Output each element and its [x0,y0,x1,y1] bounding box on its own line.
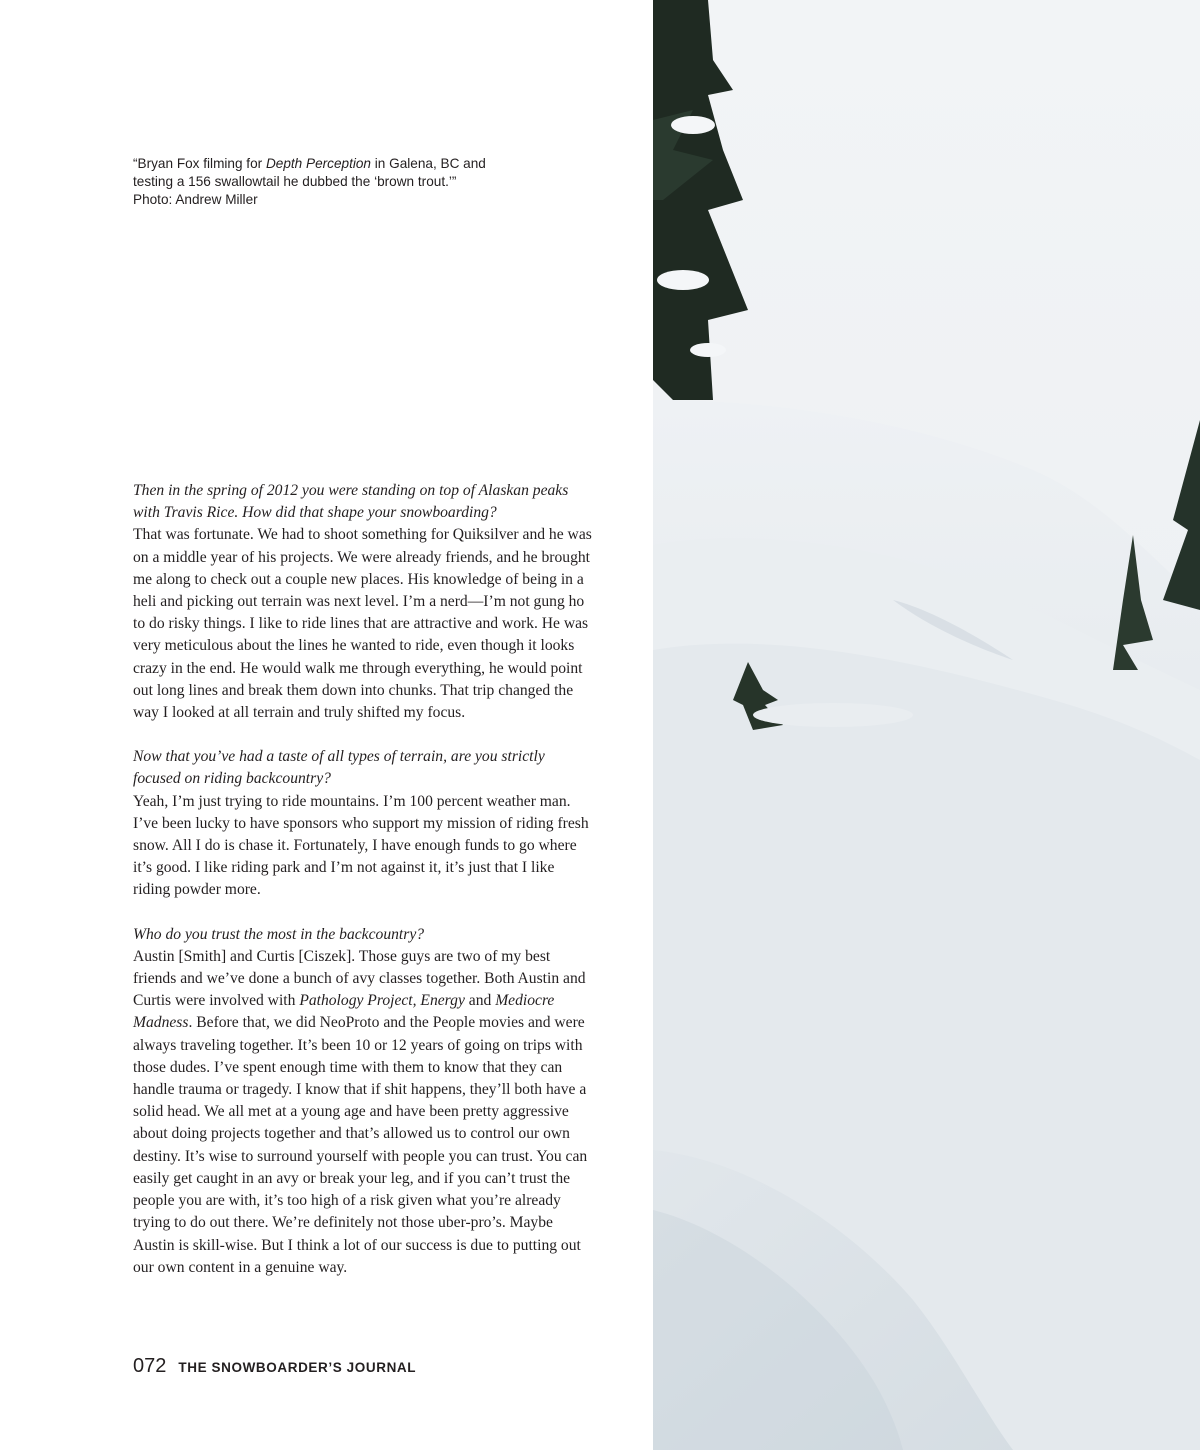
page-number: 072 [133,1355,167,1377]
question-2: Now that you’ve had a taste of all types of terrain, are you strictly focused on riding backcountry? [133,748,545,788]
qa-block-1 [133,480,593,724]
question-3: Who do you trust the most in the backcountry? [133,925,425,943]
answer-3-part-1: Austin [Smith] and Curtis [Ciszek]. Those guys are two of my best friends and we’ve done a bunch of avy classes together. Both Austin and Curtis were involved with [133,947,586,1010]
question-1: Then in the spring of 2012 you were standing on top of Alaskan peaks with Travis Rice. How did that shape your snowboarding? [133,482,569,522]
magazine-name: THE SNOWBOARDER’S JOURNAL [178,1360,417,1375]
photo-credit: Photo: Andrew Miller [133,192,258,207]
snow-photo [653,0,1200,1450]
answer-3-and: and [464,992,496,1010]
snow-mound [753,703,913,727]
page-footer [133,1355,416,1378]
interview-article [133,480,593,1301]
answer-1: That was fortunate. We had to shoot something for Quiksilver and he was on a middle year of his projects. We were already friends, and he brought me along to check out a couple new places. His knowledge of being in a heli and picking out terrain was next level. I’m a nerd—I’m not gung ho to do risky things. I like to ride lines that are attractive and work. He was very meticulous about the lines he wanted to ride, even though it looks crazy in the end. He would walk me through everything, he would point out long lines and break them down into chunks. That trip changed the way I looked at all terrain and truly shifted my focus. [133,526,592,722]
qa-block-3 [133,924,593,1279]
caption-text [133,155,493,191]
caption-post: in Galena, BC and testing a 156 swallowtail he dubbed the ‘brown trout.’” [133,156,486,189]
answer-2: Yeah, I’m just trying to ride mountains. I’m 100 percent weather man. I’ve been lucky to have sponsors who support my mission of riding fresh snow. All I do is chase it. Fortunately, I have enough funds to go where it’s good. I like riding park and I’m not against it, it’s just that I like riding powder more. [133,792,589,899]
answer-3-part-2: . Before that, we did NeoProto and the People movies and were always traveling together. It’s been 10 or 12 years of going on trips with those dudes. I’ve spent enough time with them to know that they can handle trauma or tragedy. I know that if shit happens, they’ll both have a solid head. We all met at a young age and have been pretty aggressive about doing projects together and that’s allowed us to control our own destiny. It’s wise to surround yourself with people you can trust. You can easily get caught in an avy or break your leg, and if you can’t trust the people you are with, it’s too high of a risk given what you’re already trying to do out there. We’re definitely not those uber-pro’s. Maybe Austin is skill-wise. But I think a lot of our success is due to putting out our own content in a genuine way. [133,1014,588,1276]
answer-3 [133,946,593,1279]
answer-3-film-1: Pathology Project, Energy [299,992,465,1010]
caption-pre: “Bryan Fox filming for [133,156,266,171]
qa-block-2 [133,746,593,901]
caption-film-title: Depth Perception [265,156,371,171]
photo-caption [133,155,493,209]
answer-3-film-2: Mediocre Madness [133,992,555,1032]
